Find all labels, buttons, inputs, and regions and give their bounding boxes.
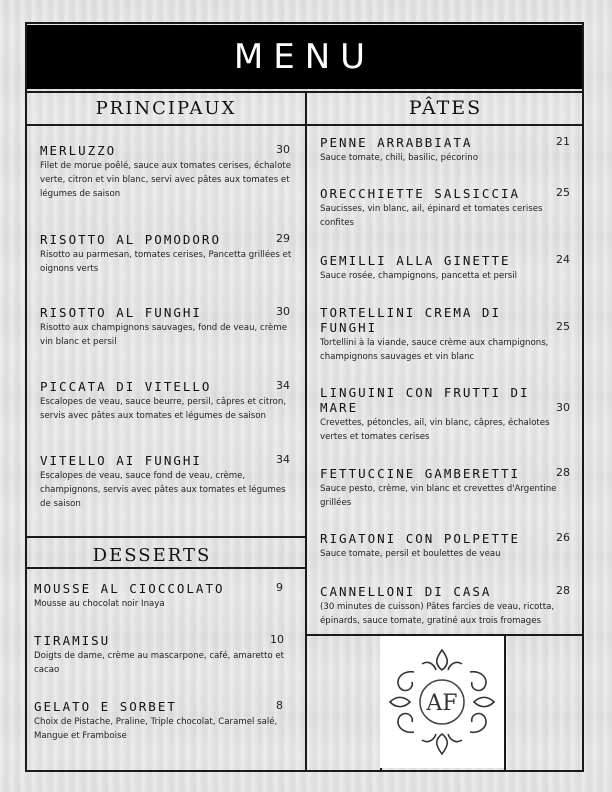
item-name: VITELLO AI FUNGHI — [40, 453, 202, 468]
list-item — [320, 466, 570, 510]
item-description: Saucisses, vin blanc, ail, épinard et tomates cerises confites — [320, 204, 543, 228]
list-item — [320, 186, 570, 230]
item-price: 26 — [556, 531, 570, 544]
item-description: Escalopes de veau, sauce fond de veau, crème, champignons, servis avec pâtes aux tomates et légumes de saison — [40, 471, 286, 509]
item-description: Crevettes, pétoncles, ail, vin blanc, câpres, échalotes vertes et tomates cerises — [320, 418, 550, 442]
list-item — [40, 379, 292, 423]
item-name: PENNE ARRABBIATA — [320, 135, 473, 150]
item-name: RIGATONI CON POLPETTE — [320, 531, 521, 546]
item-name: TIRAMISU — [34, 633, 111, 648]
item-name: RISOTTO AL POMODORO — [40, 232, 221, 247]
item-name: CANNELLONI DI CASA — [320, 584, 492, 599]
list-item — [40, 143, 292, 201]
item-description: Risotto aux champignons sauvages, fond de veau, crème vin blanc et persil — [40, 323, 287, 347]
pates-heading: PÂTES — [408, 97, 483, 119]
list-item — [320, 531, 570, 561]
item-description: Mousse au chocolat noir Inaya — [34, 599, 165, 609]
item-price: 28 — [556, 466, 570, 479]
item-description: Risotto au parmesan, tomates cerises, Pancetta grillées et oignons verts — [40, 250, 292, 274]
logo-monogram: AF — [426, 691, 458, 716]
item-price: 30 — [276, 143, 290, 156]
item-name: ORECCHIETTE SALSICCIA — [320, 186, 521, 201]
item-description: Filet de morue poêlé, sauce aux tomates cerises, échalote verte, citron et vin blanc, servi avec pâtes aux tomates et légumes de saison — [40, 161, 291, 199]
item-price: 30 — [276, 305, 290, 318]
item-description: Sauce rosée, champignons, pancetta et persil — [320, 271, 518, 281]
divider-desserts-top — [25, 536, 306, 538]
item-name: LINGUINI CON FRUTTI DI MARE — [320, 385, 530, 415]
divider-vertical-center — [305, 91, 307, 772]
item-price: 8 — [276, 699, 283, 712]
divider-pates-heading — [306, 124, 584, 126]
item-name: MOUSSE AL CIOCCOLATO — [34, 581, 225, 596]
item-name: GEMILLI ALLA GINETTE — [320, 253, 511, 268]
item-name: FETTUCCINE GAMBERETTI — [320, 466, 521, 481]
item-name: GELATO E SORBET — [34, 699, 177, 714]
list-item — [40, 232, 292, 276]
item-description: Sauce pesto, crème, vin blanc et crevettes d'Argentine grillées — [320, 484, 557, 508]
item-price: 30 — [556, 401, 570, 414]
desserts-heading: DESSERTS — [92, 545, 212, 566]
item-price: 28 — [556, 584, 570, 597]
item-description: Escalopes de veau, sauce beurre, persil, câpres et citron, servis avec pâtes aux tomates et légumes de saison — [40, 397, 287, 421]
item-name: RISOTTO AL FUNGHI — [40, 305, 202, 320]
ornamental-monogram-logo-icon — [384, 642, 500, 762]
item-price: 21 — [556, 135, 570, 148]
item-description: Doigts de dame, crème au mascarpone, café, amaretto et cacao — [34, 651, 285, 675]
item-price: 10 — [270, 633, 284, 646]
item-price: 29 — [276, 232, 290, 245]
list-item — [34, 633, 292, 677]
list-item — [34, 581, 292, 611]
item-name: PICCATA DI VITELLO — [40, 379, 212, 394]
item-price: 34 — [276, 379, 290, 392]
item-price: 25 — [556, 320, 570, 333]
list-item — [320, 135, 570, 165]
list-item — [40, 453, 292, 511]
item-price: 9 — [276, 581, 283, 594]
menu-title: MENU — [233, 37, 376, 77]
list-item — [320, 253, 570, 283]
list-item — [40, 305, 292, 349]
list-item — [320, 385, 570, 444]
principaux-heading: PRINCIPAUX — [95, 98, 237, 119]
divider-principaux-heading — [25, 124, 306, 126]
list-item — [34, 699, 292, 743]
list-item — [320, 305, 570, 364]
item-description: Tortellini à la viande, sauce crème aux champignons, champignons sauvages et vin blanc — [320, 338, 549, 362]
divider-logo-right — [504, 634, 506, 772]
item-price: 24 — [556, 253, 570, 266]
list-item — [320, 584, 570, 628]
item-description: Sauce tomate, persil et boulettes de veau — [320, 549, 501, 559]
item-description: Choix de Pistache, Praline, Triple chocolat, Caramel salé, Mangue et Framboise — [34, 717, 278, 741]
item-description: Sauce tomate, chili, basilic, pécorino — [320, 153, 478, 163]
menu-title-bar — [27, 25, 582, 89]
item-name: MERLUZZO — [40, 143, 117, 158]
item-price: 25 — [556, 186, 570, 199]
item-description: (30 minutes de cuisson) Pâtes farcies de veau, ricotta, épinards, sauce tomate, gratiné aux trois fromages — [320, 602, 555, 626]
item-price: 34 — [276, 453, 290, 466]
logo-panel — [380, 636, 504, 768]
divider-desserts-bottom — [25, 567, 306, 569]
item-name: TORTELLINI CREMA DI FUNGHI — [320, 305, 501, 335]
